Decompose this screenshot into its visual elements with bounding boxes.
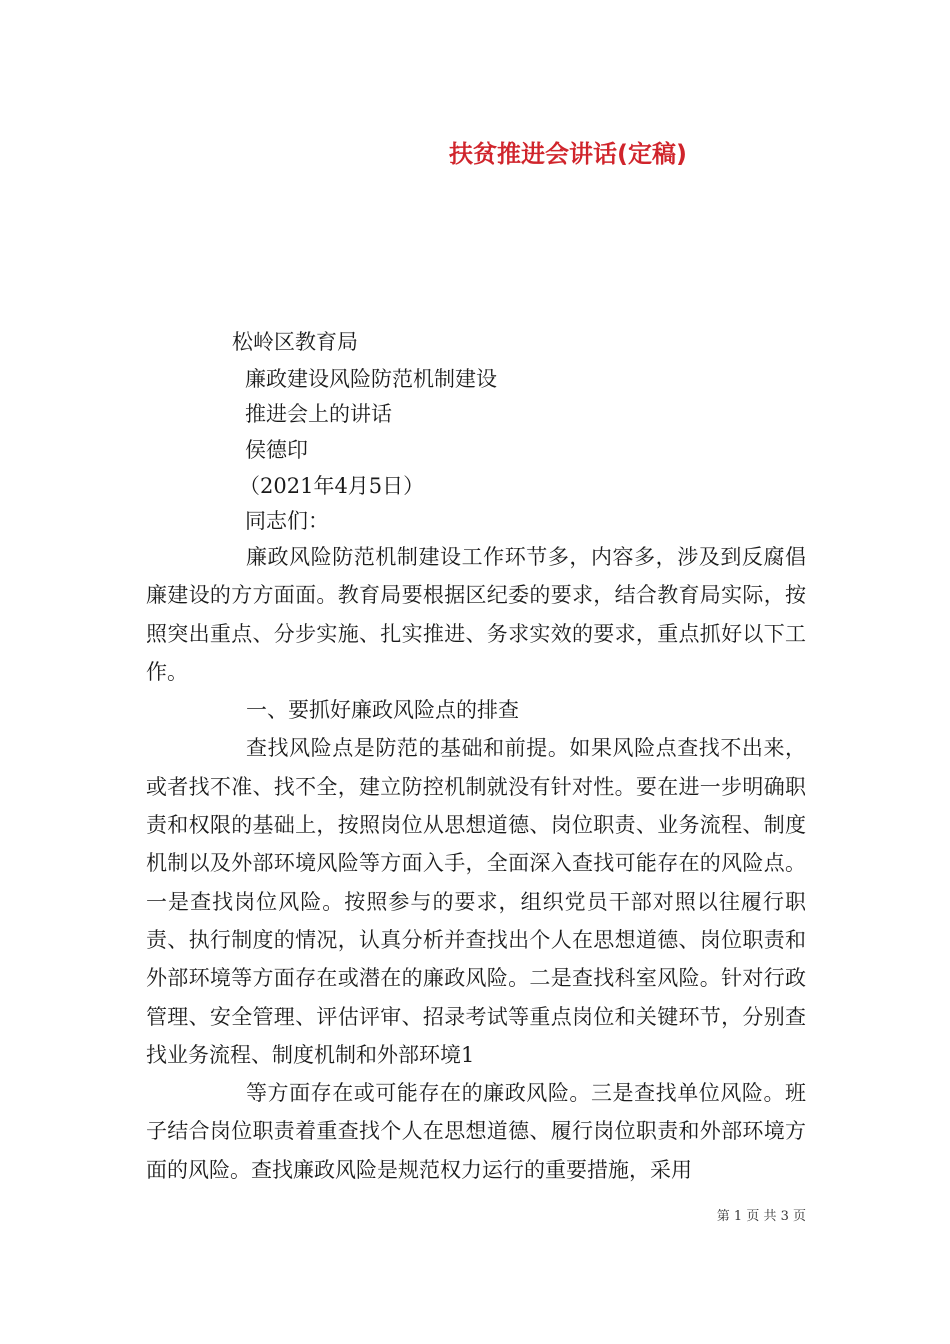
page-number-footer: 第 1 页 共 3 页 (716, 1209, 806, 1224)
header-line-organization: 松岭区教育局 (232, 330, 358, 354)
document-body (146, 538, 806, 1189)
paragraph-continued: 等方面存在或可能存在的廉政风险。三是查找单位风险。班子结合岗位职责着重查找个人在思想道德、履行岗位职责和外部环境方面的风险。查找廉政风险是规范权力运行的重要措施，采用 (146, 1081, 806, 1182)
header-line-occasion: 推进会上的讲话 (245, 402, 392, 426)
header-line-salutation: 同志们： (245, 509, 329, 533)
header-line-subject: 廉政建设风险防范机制建设 (245, 367, 497, 391)
paragraph-intro: 廉政风险防范机制建设工作环节多，内容多，涉及到反腐倡廉建设的方方面面。教育局要根据区纪委的要求，结合教育局实际，按照突出重点、分步实施、扎实推进、务求实效的要求，重点抓好以下工作。 (146, 545, 806, 684)
paragraph-risk-search: 查找风险点是防范的基础和前提。如果风险点查找不出来，或者找不准、找不全，建立防控机制就没有针对性。要在进一步明确职责和权限的基础上，按照岗位从思想道德、岗位职责、业务流程、制度机制以及外部环境风险等方面入手，全面深入查找可能存在的风险点。一是查找岗位风险。按照参与的要求，组织党员干部对照以往履行职责、执行制度的情况，认真分析并查找出个人在思想道德、岗位职责和外部环境等方面存在或潜在的廉政风险。二是查找科室风险。针对行政管理、安全管理、评估评审、招录考试等重点岗位和关键环节，分别查找业务流程、制度机制和外部环境1 (146, 736, 806, 1067)
section-heading-1: 一、要抓好廉政风险点的排查 (246, 698, 519, 723)
document-title: 扶贫推进会讲话(定稿) (449, 140, 687, 168)
header-line-speaker: 侯德印 (245, 438, 308, 462)
header-line-date: （2021年4月5日） (239, 474, 425, 498)
